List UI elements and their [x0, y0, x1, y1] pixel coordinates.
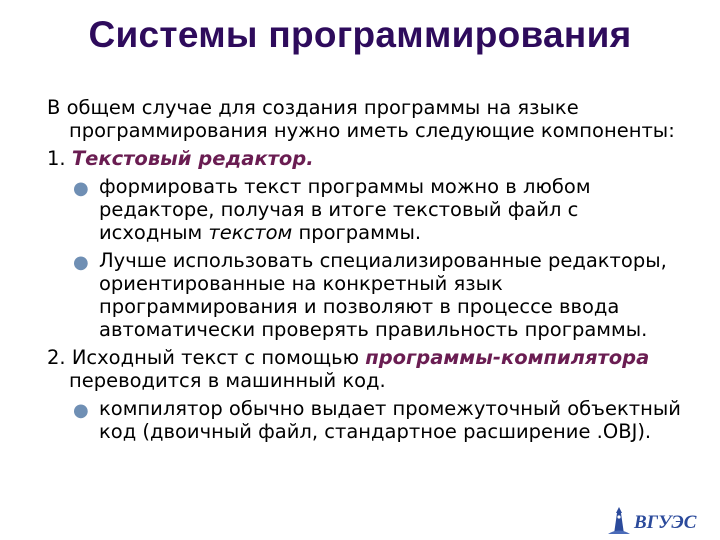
bullet-icon: ●	[73, 400, 89, 421]
bullet-icon: ●	[73, 178, 89, 199]
item1-number: 1.	[47, 147, 66, 170]
list-item-1	[47, 147, 687, 170]
item2-bullet-1	[47, 397, 687, 443]
item1-bullet-1-emphasis: текстом	[208, 221, 293, 244]
list-item-2	[47, 346, 687, 392]
university-logo	[604, 505, 714, 535]
item1-bullet-2	[47, 249, 687, 341]
item1-bullet-1-post: программы.	[292, 221, 422, 244]
logo-text: ВГУЭС	[634, 512, 697, 533]
item1-bullet-1-pre: формировать текст программы можно в любом редакторе, получая в итоге текстовый файл с исходным	[99, 175, 591, 244]
item2-term: программы-компилятора	[365, 346, 650, 369]
lighthouse-icon	[608, 507, 630, 534]
intro-paragraph: В общем случае для создания программы на языке программирования нужно иметь следующие компоненты:	[47, 96, 675, 142]
bullet-icon: ●	[73, 252, 89, 273]
item1-bullet-2-text: Лучше использовать специализированные редакторы, ориентированные на конкретный язык программирования и позволяют в процессе ввода автоматически проверять правильность программы.	[99, 249, 667, 341]
item1-term-suffix: .	[306, 147, 314, 170]
item2-pre: Исходный текст с помощью	[71, 346, 366, 369]
slide-title: Системы программирования	[88, 14, 632, 55]
item1-term: Текстовый редактор	[71, 147, 307, 170]
slide-body	[47, 96, 687, 448]
item1-bullet-1	[47, 175, 687, 244]
item2-post: переводится в машинный код.	[69, 369, 386, 392]
item2-bullet-1-text: компилятор обычно выдает промежуточный объектный код (двоичный файл, стандартное расширение .OBJ).	[99, 397, 681, 443]
item2-number: 2.	[47, 346, 66, 369]
